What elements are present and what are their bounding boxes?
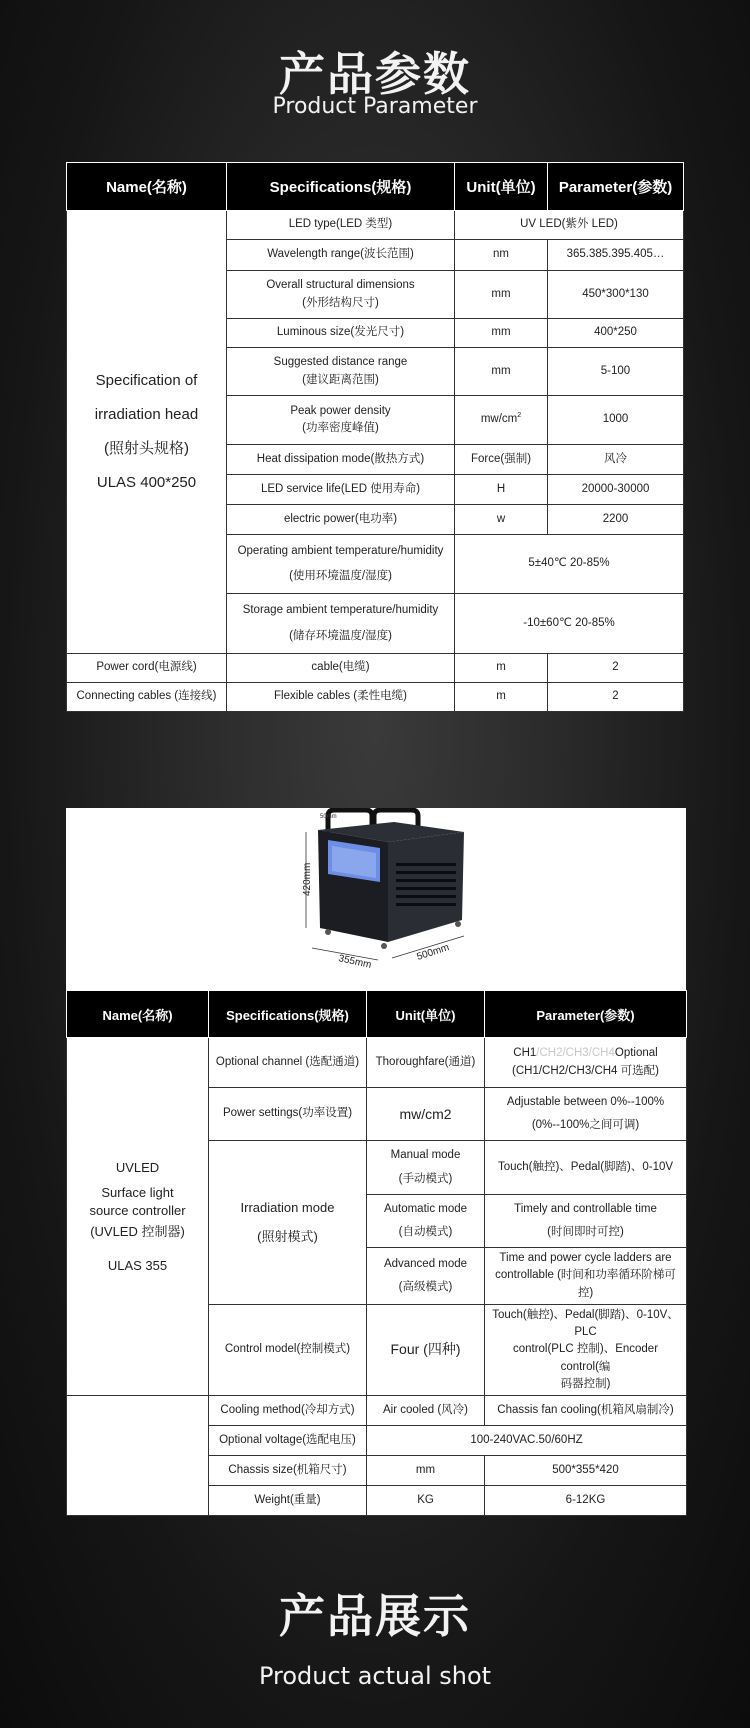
section-title: 产品展示 — [279, 1589, 471, 1643]
value-cell: 2 — [548, 654, 684, 683]
spec-cell: Weight(重量) — [209, 1486, 367, 1516]
spec-cell: Peak power density (功率密度峰值) — [227, 396, 455, 445]
wheel — [325, 929, 331, 935]
name-line: Surface light — [101, 1185, 174, 1201]
value-cell: 400*250 — [548, 319, 684, 348]
unit-cell: KG — [367, 1486, 485, 1516]
spec-cell: electric power(电功率) — [227, 505, 455, 535]
dim-top-label: 50mm — [320, 814, 337, 820]
value-cell: Time and power cycle ladders are controllable (时间和功率循环阶梯可控) — [485, 1248, 687, 1305]
dim-height-label: 420mm — [302, 862, 313, 896]
value-cell: Touch(触控)、Pedal(脚踏)、0-10V — [485, 1141, 687, 1195]
value-cell: 1000 — [548, 396, 684, 445]
value-cell: 2 — [548, 683, 684, 712]
unit-cell: mm — [367, 1456, 485, 1486]
spec-cell: Suggested distance range (建议距离范围) — [227, 348, 455, 396]
spec-cell: Optional channel (选配通道) — [209, 1038, 367, 1088]
unit-cell: mm — [455, 271, 548, 319]
value-cell: 20000-30000 — [548, 475, 684, 505]
spec-cell: Storage ambient temperature/humidity (储存环境温度/湿度) — [227, 594, 455, 654]
page-subtitle: Product Parameter — [272, 94, 478, 119]
header-unit: Unit(单位) — [455, 163, 548, 211]
name-cell: Power cord(电源线) — [67, 654, 227, 683]
table-header — [67, 991, 687, 1038]
controller-illustration — [66, 808, 686, 990]
spec-cell: Control model(控制模式) — [209, 1304, 367, 1395]
unit-cell: mw/cm2 — [367, 1088, 485, 1141]
unit-cell: Thoroughfare(通道) — [367, 1038, 485, 1088]
spec-cell: cable(电缆) — [227, 654, 455, 683]
name-line: UVLED — [115, 1159, 160, 1175]
irradiation-head-spec-table — [66, 162, 684, 712]
unit-cell: Manual mode (手动模式) — [367, 1141, 485, 1195]
value-cell: 风冷 — [548, 445, 684, 475]
value-cell: 500*355*420 — [485, 1456, 687, 1486]
name-line: irradiation head — [94, 406, 199, 423]
wheel — [455, 921, 461, 927]
unit-cell: H — [455, 475, 548, 505]
irradiation-mode-cell: Irradiation mode (照射模式) — [209, 1141, 367, 1305]
table-header — [67, 163, 684, 211]
table-row — [67, 211, 684, 240]
unit-cell: Force(强制) — [455, 445, 548, 475]
header-spec: Specifications(规格) — [227, 163, 455, 211]
name-cell-blank — [67, 1396, 209, 1516]
wheel — [381, 943, 387, 949]
name-line: (照射头规格) — [104, 440, 189, 457]
spec-cell: Power settings(功率设置) — [209, 1088, 367, 1141]
spec-cell: Operating ambient temperature/humidity (使用环境温度/湿度) — [227, 535, 455, 594]
value-cell: CH1/CH2/CH3/CH4Optional (CH1/CH2/CH3/CH4 可选配) — [485, 1038, 687, 1088]
spec-cell: Wavelength range(波长范围) — [227, 240, 455, 271]
name-cell: Connecting cables (连接线) — [67, 683, 227, 712]
spec-cell: Heat dissipation mode(散热方式) — [227, 445, 455, 475]
value-cell: -10±60℃ 20-85% — [455, 594, 684, 654]
value-cell: Adjustable between 0%--100% (0%--100%之间可调) — [485, 1088, 687, 1141]
value-cell: 100-240VAC.50/60HZ — [367, 1426, 687, 1456]
unit-cell: Air cooled (风冷) — [367, 1396, 485, 1426]
value-cell: 5-100 — [548, 348, 684, 396]
spec-cell: LED type(LED 类型) — [227, 211, 455, 240]
section-subtitle: Product actual shot — [258, 1662, 492, 1690]
header-param: Parameter(参数) — [548, 163, 684, 211]
spec-cell: LED service life(LED 使用寿命) — [227, 475, 455, 505]
table-row — [67, 654, 684, 683]
spec-cell: Chassis size(机箱尺寸) — [209, 1456, 367, 1486]
product-photo-panel — [66, 808, 686, 990]
unit-cell: Advanced mode (高级模式) — [367, 1248, 485, 1305]
spec-cell: Cooling method(冷却方式) — [209, 1396, 367, 1426]
name-line: ULAS 400*250 — [96, 474, 197, 491]
spec-cell: Flexible cables (柔性电缆) — [227, 683, 455, 712]
name-line: source controller — [89, 1202, 186, 1218]
unit-cell: mm — [455, 319, 548, 348]
header-unit: Unit(单位) — [367, 991, 485, 1038]
dim-width-label: 355mm — [337, 953, 373, 971]
name-line: ULAS 355 — [107, 1257, 168, 1273]
table-row — [67, 1038, 687, 1088]
unit-cell: m — [455, 654, 548, 683]
value-cell: 2200 — [548, 505, 684, 535]
name-line: Specification of — [95, 372, 198, 389]
irradiation-head-name-cell — [67, 211, 227, 654]
value-cell: Chassis fan cooling(机箱风扇制冷) — [485, 1396, 687, 1426]
controller-name-cell — [67, 1038, 209, 1396]
value-cell: 5±40℃ 20-85% — [455, 535, 684, 594]
dim-depth-label: 500mm — [415, 942, 451, 963]
name-line: (UVLED 控制器) — [90, 1224, 185, 1240]
value-cell: 450*300*130 — [548, 271, 684, 319]
table-row — [67, 683, 684, 712]
header-param: Parameter(参数) — [485, 991, 687, 1038]
unit-cell: mm — [455, 348, 548, 396]
value-cell: UV LED(紫外 LED) — [455, 211, 684, 240]
controller-spec-table — [66, 990, 687, 1516]
header-name: Name(名称) — [67, 163, 227, 211]
value-cell: Touch(触控)、Pedal(脚踏)、0-10V、PLC control(PLC 控制)、Encoder control(编 码器控制) — [485, 1304, 687, 1395]
header-spec: Specifications(规格) — [209, 991, 367, 1038]
header-name: Name(名称) — [67, 991, 209, 1038]
unit-cell: w — [455, 505, 548, 535]
unit-cell: Automatic mode (自动模式) — [367, 1195, 485, 1248]
value-cell: Timely and controllable time (时间即时可控) — [485, 1195, 687, 1248]
spec-cell: Overall structural dimensions (外形结构尺寸) — [227, 271, 455, 319]
spec-cell: Luminous size(发光尺寸) — [227, 319, 455, 348]
unit-cell: nm — [455, 240, 548, 271]
unit-cell: $mw/cm^2$ — [455, 396, 548, 445]
value-cell: 365.385.395.405… — [548, 240, 684, 271]
unit-cell: m — [455, 683, 548, 712]
spec-cell: Optional voltage(选配电压) — [209, 1426, 367, 1456]
unit-cell: Four (四种) — [367, 1304, 485, 1395]
value-cell: 6-12KG — [485, 1486, 687, 1516]
table-row — [67, 1396, 687, 1426]
page-title: 产品参数 — [279, 47, 471, 101]
